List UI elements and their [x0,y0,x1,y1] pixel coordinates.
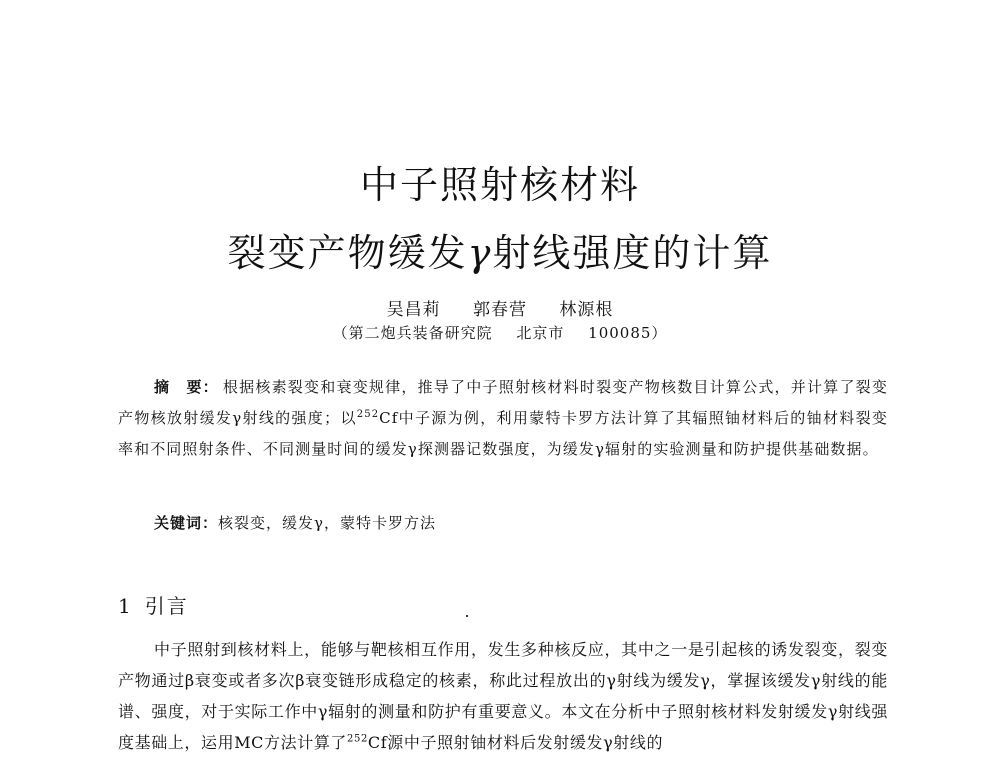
affiliation-city: 北京市 [516,324,565,342]
paper-title-line2-pre: 裂变产物缓发 [227,231,468,275]
paper-title-line2-post: 射线强度的计算 [492,231,773,275]
abstract-superscript: 252 [356,409,380,420]
intro-text-part1: 中子照射到核材料上，能够与靶核相互作用，发生多种核反应，其中之一是引起核的诱发裂变，裂变产物通过β衰变或者多次β衰变链形成稳定的核素，称此过程放出的γ射线为缓发γ，掌握该缓发γ射线的能谱、强度，对于实际工作中γ辐射的测量和防护有重要意义。本文在分析中子照射核材料发射缓发γ射线强度基础上，运用MC方法计算了 [118,640,888,752]
author-name: 吴昌莉 [386,300,441,320]
section-number: 1 [118,594,133,618]
author-name: 郭春营 [473,300,527,320]
affiliation-postcode: 100085） [588,324,668,342]
author-name: 林源根 [559,300,614,320]
abstract-text-part1: 根据核素裂变和衰变规律，推导了中子照射核材料时裂变产物核数目计算公式，并计算了裂变产物核放射缓发γ射线的强度；以 [118,378,888,427]
section-title: 引言 [144,594,189,618]
abstract-text-part2: Cf中子源为例，利用蒙特卡罗方法计算了其辐照铀材料后的铀材料裂变率和不同照射条件、不同测量时间的缓发γ探测器记数强度，为缓发γ辐射的实验测量和防护提供基础数据。 [118,409,889,458]
abstract-label: 摘 要： [154,378,219,396]
author-list [0,295,1000,320]
keywords-text: 核裂变，缓发γ，蒙特卡罗方法 [218,514,436,532]
section-heading [118,590,189,619]
affiliation-org: （第二炮兵装备研究院 [332,324,493,342]
keywords-label: 关键词： [154,514,219,532]
keywords [154,512,436,533]
intro-paragraph [118,634,888,758]
stray-dot-mark [466,615,468,617]
intro-superscript: 252 [347,733,368,745]
paper-title-line2 [0,222,1000,277]
paper-title-gamma: γ [467,231,493,275]
intro-text-part2: Cf源中子照射铀材料后发射缓发γ射线的 [367,733,664,752]
abstract [118,372,888,465]
paper-title-line1: 中子照射核材料 [359,163,640,207]
author-affiliation [0,322,1000,343]
